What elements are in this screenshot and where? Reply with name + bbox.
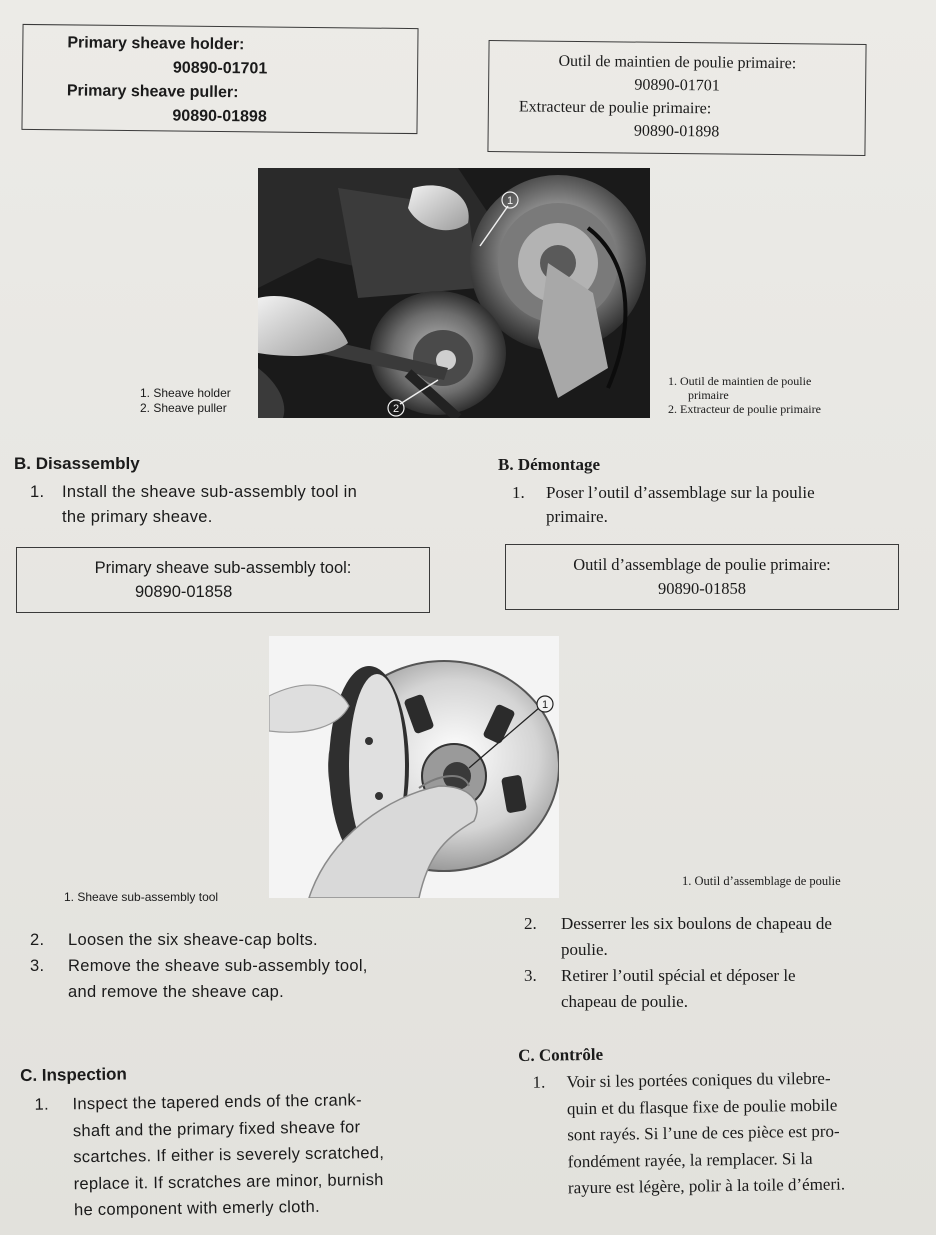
step-text: chapeau de poulie.	[561, 992, 688, 1011]
step-text: Remove the sheave sub-assembly tool,	[68, 957, 368, 975]
tool-box-en-top	[21, 24, 418, 134]
step-item	[532, 1064, 932, 1202]
tool-number: 90890-01701	[172, 59, 268, 78]
step-item	[524, 963, 924, 1015]
step-text: rayure est légère, polir à la toile d’émeri.	[567, 1174, 846, 1198]
section-b-fr	[498, 455, 918, 529]
photo2-illustration	[269, 636, 559, 898]
step-text: poulie.	[561, 940, 608, 959]
step-text: Loosen the six sheave-cap bolts.	[68, 931, 318, 949]
step-number: 1.	[532, 1072, 546, 1092]
tool-number: 90890-01858	[135, 583, 233, 601]
caption-item: 1. Sheave holder	[140, 386, 231, 400]
step-text: and remove the sheave cap.	[68, 983, 285, 1001]
step-number: 3.	[524, 966, 537, 985]
photo1-marker-1: 1	[506, 195, 514, 207]
step-text: sont rayés. Si l’une de ces pièce est pro-	[567, 1121, 840, 1145]
caption-item: 2. Extracteur de poulie primaire	[668, 402, 821, 416]
step-number: 1.	[30, 483, 45, 501]
section-b-en	[14, 454, 454, 530]
step-text: he component with emerly cloth.	[73, 1197, 321, 1220]
step-item	[30, 953, 460, 1005]
step-text: Voir si les portées coniques du vilebre-	[566, 1068, 831, 1092]
section-heading: B. Disassembly	[14, 454, 140, 473]
step-text: Install the sheave sub-assembly tool in	[62, 483, 358, 501]
caption-item: 1. Sheave sub-assembly tool	[64, 890, 219, 904]
caption-item: 2. Sheave puller	[140, 401, 227, 415]
photo1-marker-2: 2	[392, 403, 400, 415]
step-number: 2.	[524, 914, 537, 933]
step-text: fondément rayée, la remplacer. Si la	[567, 1148, 813, 1171]
step-item	[524, 911, 924, 963]
steps-fr-2-3	[524, 911, 924, 1015]
step-item	[512, 481, 918, 529]
step-number: 1.	[512, 483, 525, 502]
tool-number: 90890-01701	[634, 76, 720, 95]
photo2-caption-fr	[682, 874, 841, 889]
tool-name: Extracteur de poulie primaire:	[518, 98, 712, 118]
tool-name: Primary sheave sub-assembly tool:	[94, 559, 352, 577]
photo1-illustration	[258, 168, 650, 418]
photo2-caption-en	[64, 890, 218, 904]
section-c-fr	[518, 1040, 932, 1202]
tool-name: Primary sheave puller:	[66, 82, 239, 102]
caption-item: primaire	[688, 388, 729, 402]
photo-sheave-sub-assembly-tool	[269, 636, 559, 898]
photo1-caption-fr	[668, 374, 888, 416]
tool-number: 90890-01858	[658, 579, 746, 598]
section-heading: C. Contrôle	[518, 1044, 604, 1065]
section-heading: B. Démontage	[498, 455, 600, 474]
caption-item: 1. Outil d’assemblage de poulie	[682, 874, 841, 888]
step-text: the primary sheave.	[62, 508, 213, 526]
caption-item: 1. Outil de maintien de poulie	[668, 374, 812, 388]
step-number: 2.	[30, 931, 45, 949]
tool-box-fr-top	[487, 40, 866, 156]
section-c-en	[20, 1060, 462, 1225]
step-text: Poser l’outil d’assemblage sur la poulie	[546, 483, 815, 502]
tool-number: 90890-01898	[172, 107, 267, 126]
step-number: 1.	[34, 1095, 50, 1114]
step-number: 3.	[30, 957, 45, 975]
tool-number: 90890-01898	[633, 122, 720, 141]
tool-name: Primary sheave holder:	[67, 34, 245, 54]
step-item	[30, 927, 460, 953]
tool-box-en-b	[16, 547, 430, 613]
step-text: quin et du flasque fixe de poulie mobile	[566, 1095, 838, 1118]
step-text: Inspect the tapered ends of the crank-	[72, 1091, 362, 1114]
step-text: shaft and the primary fixed sheave for	[72, 1117, 361, 1140]
photo2-marker-1: 1	[541, 699, 549, 711]
tool-name: Outil d’assemblage de poulie primaire:	[573, 555, 831, 574]
step-item	[30, 480, 454, 530]
step-text: scartches. If either is severely scratched,	[73, 1143, 385, 1167]
step-text: Desserrer les six boulons de chapeau de	[561, 914, 832, 933]
section-heading: C. Inspection	[20, 1064, 127, 1085]
tool-name: Outil de maintien de poulie primaire:	[558, 52, 797, 73]
step-item	[34, 1086, 462, 1224]
photo1-caption-en	[140, 386, 256, 416]
step-text: replace it. If scratches are minor, burnish	[73, 1170, 384, 1193]
photo-sheave-holder-puller	[258, 168, 650, 418]
steps-en-2-3	[30, 927, 460, 1005]
step-text: Retirer l’outil spécial et déposer le	[561, 966, 796, 985]
step-text: primaire.	[546, 507, 608, 526]
tool-box-fr-b	[505, 544, 899, 610]
